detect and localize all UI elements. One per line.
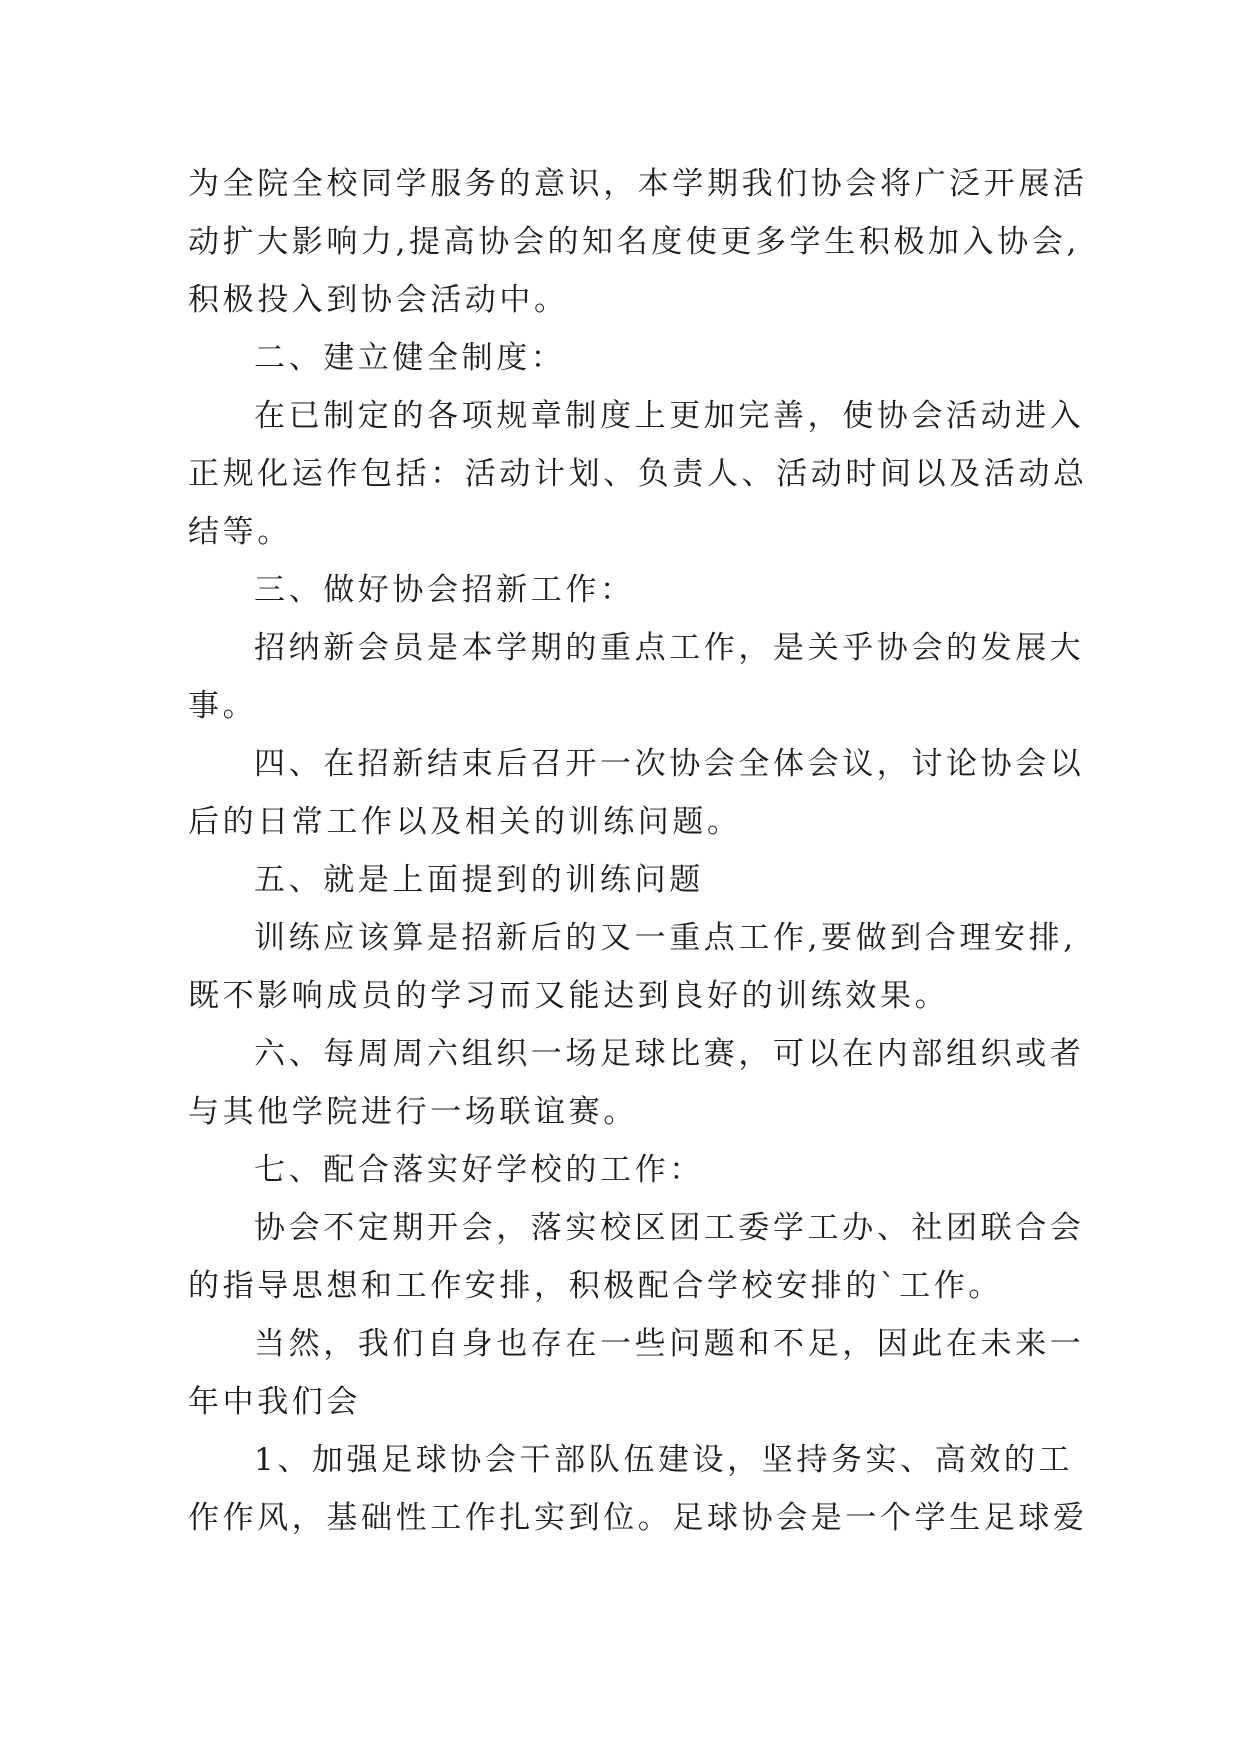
list-item: 1、加强足球协会干部队伍建设，坚持务实、高效的工 — [254, 1442, 1074, 1478]
text-line: 积极投入到协会活动中。 — [188, 282, 569, 318]
text-line: 与其他学院进行一场联谊赛。 — [188, 1094, 638, 1130]
text-line: 协会不定期开会，落实校区团工委学工办、社团联合会 — [254, 1210, 1085, 1246]
text-line: 招纳新会员是本学期的重点工作，是关乎协会的发展大 — [254, 630, 1085, 666]
section-heading: 四、在招新结束后召开一次协会全体会议，讨论协会以 — [254, 746, 1085, 782]
section-heading: 六、每周周六组织一场足球比赛，可以在内部组织或者 — [254, 1036, 1085, 1072]
text-line: 既不影响成员的学习而又能达到良好的训练效果。 — [188, 978, 950, 1014]
text-line: 为全院全校同学服务的意识，本学期我们协会将广泛开展活 — [188, 166, 1088, 202]
text-line: 作作风，基础性工作扎实到位。足球协会是一个学生足球爱 — [188, 1500, 1088, 1536]
text-line: 当然，我们自身也存在一些问题和不足，因此在未来一 — [254, 1326, 1085, 1362]
text-line: 年中我们会 — [188, 1384, 361, 1420]
text-line: 训练应该算是招新后的又一重点工作,要做到合理安排, — [254, 920, 1077, 956]
section-heading: 五、就是上面提到的训练问题 — [254, 862, 704, 898]
text-line: 正规化运作包括：活动计划、负责人、活动时间以及活动总 — [188, 456, 1088, 492]
text-line: 结等。 — [188, 514, 292, 550]
text-line: 事。 — [188, 688, 258, 724]
text-line: 动扩大影响力,提高协会的知名度使更多学生积极加入协会, — [188, 224, 1080, 260]
text-line: 后的日常工作以及相关的训练问题。 — [188, 804, 742, 840]
section-heading: 七、配合落实好学校的工作： — [254, 1152, 704, 1188]
section-heading: 二、建立健全制度： — [254, 340, 566, 376]
text-line: 的指导思想和工作安排，积极配合学校安排的`工作。 — [188, 1268, 1003, 1304]
document-body — [188, 155, 1088, 1547]
text-line: 在已制定的各项规章制度上更加完善，使协会活动进入 — [254, 398, 1085, 434]
section-heading: 三、做好协会招新工作： — [254, 572, 635, 608]
